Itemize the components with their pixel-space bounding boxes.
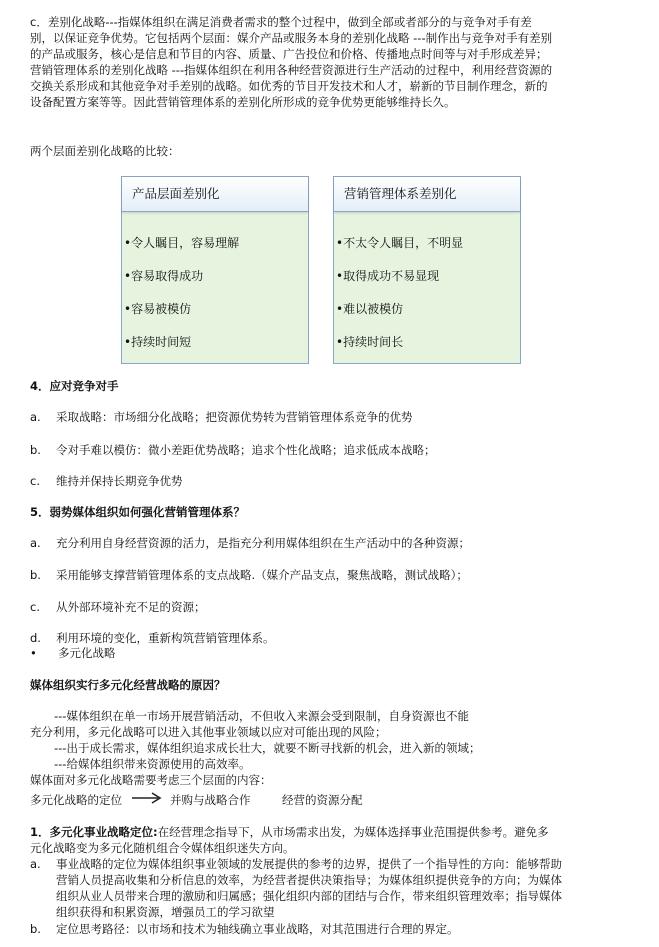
product-diff-item: •持续时间短 <box>124 335 192 349</box>
marketing-diff-item: •取得成功不易显现 <box>336 269 440 283</box>
list-item: b. 令对手难以模仿：微小差距优势战略；追求个性化战略；追求低成本战略； <box>30 443 436 457</box>
list-item: a. 采取战略：市场细分化战略；把资源优势转为营销管理体系竞争的优势 <box>30 410 413 424</box>
marketing-diff-item: •持续时间长 <box>336 335 404 349</box>
list-item: a. 充分利用自身经营资源的活力，是指充分利用媒体组织在生产活动中的各种资源； <box>30 536 470 550</box>
flow-step-positioning: 多元化战略的定位 <box>30 793 122 807</box>
list-item: c. 从外部环境补充不足的资源； <box>30 600 206 614</box>
section1-item-a-label: a. <box>30 857 41 871</box>
section1-item-a-line: 组织获得和积累资源，增强员工的学习欲望 <box>56 905 275 919</box>
flow-step-merger: 并购与战略合作 <box>170 793 251 807</box>
diversification-heading: 媒体组织实行多元化经营战略的原因？ <box>30 678 226 692</box>
section1-heading: 1．多元化事业战略定位: <box>30 825 158 839</box>
marketing-diff-header: 营销管理体系差别化 <box>334 177 520 212</box>
intro-line: 营销管理体系的差别化战略 ---指媒体组织在利用各种经营资源进行生产活动的过程中，利用经营资源的 <box>30 63 553 77</box>
section1-item-a-line: 组织从业人员带来合理的激励和归属感；强化组织内部的团结与合作，带来组织管理效率；指导媒体 <box>56 889 562 903</box>
arrow-right-icon <box>132 790 162 806</box>
section1-item-b-label: b. <box>30 922 41 936</box>
section1-item-a-line: 事业战略的定位为媒体组织事业领域的发展提供的参考的边界，提供了一个指导性的方向：能够帮助 <box>56 857 562 871</box>
product-diff-item: •容易取得成功 <box>124 269 204 283</box>
diversification-line: ---媒体组织在单一市场开展营销活动，不但收入来源会受到限制，自身资源也不能 <box>54 709 469 723</box>
diversification-line: ---给媒体组织带来资源使用的高效率。 <box>54 757 251 771</box>
section1-item-b-text: 定位思考路径：以市场和技术为轴线确立事业战略，对其范围进行合理的界定。 <box>56 922 459 936</box>
list-item: c. 维持并保持长期竞争优势 <box>30 474 183 488</box>
section1-line: 元化战略变为多元化随机组合令媒体组织迷失方向。 <box>30 841 295 855</box>
bullet-item: • 多元化战略 <box>30 646 116 660</box>
section5-heading: 5．弱势媒体组织如何强化营销管理体系？ <box>30 505 245 519</box>
list-item: d. 利用环境的变化，重新构筑营销管理体系。 <box>30 631 275 645</box>
bullet-icon: • <box>30 646 37 660</box>
comparison-title: 两个层面差别化战略的比较： <box>30 144 180 158</box>
intro-line: 的产品或服务，核心是信息和节目的内容、质量、广告投位和价格、传播地点时间等与对手形成差异； <box>30 47 548 61</box>
intro-line: 交换关系形成和其他竞争对手差别的战略。如优秀的节目开发技术和人才，崭新的节目制作理念，新的 <box>30 79 548 93</box>
intro-line: 别，以保证竞争优势。它包括两个层面：媒介产品或服务本身的差别化战略 ---制作出与竞争对手有差别 <box>30 31 553 45</box>
diversification-line: ---出于成长需求，媒体组织追求成长壮大，就要不断寻找新的机会，进入新的领域； <box>54 741 481 755</box>
section1-item-a-line: 营销人员提高收集和分析信息的效率，为经营者提供决策指导；为媒体组织提供竞争的方向；为媒体 <box>56 873 562 887</box>
marketing-diff-item: •难以被模仿 <box>336 302 404 316</box>
list-item: b. 采用能够支撑营销管理体系的支点战略.（媒介产品支点，聚焦战略，测试战略）； <box>30 568 468 582</box>
product-diff-header: 产品层面差别化 <box>122 177 308 212</box>
marketing-diff-item: •不太令人瞩目，不明显 <box>336 236 464 250</box>
product-diff-item: •令人瞩目，容易理解 <box>124 236 240 250</box>
intro-line: 设备配置方案等等。因此营销管理体系的差别化所形成的竞争优势更能够维持长久。 <box>30 95 456 109</box>
flow-step-allocation: 经营的资源分配 <box>282 793 363 807</box>
diversification-line: 充分利用，多元化战略可以进入其他事业领域以应对可能出现的风险； <box>30 725 387 739</box>
product-diff-box <box>121 176 309 364</box>
diversification-line: 媒体面对多元化战略需要考虑三个层面的内容： <box>30 773 272 787</box>
marketing-diff-box <box>333 176 521 364</box>
product-diff-item: •容易被模仿 <box>124 302 192 316</box>
intro-line: c．差别化战略---指媒体组织在满足消费者需求的整个过程中，做到全部或者部分的与竞争对手有差 <box>30 15 532 29</box>
section4-heading: 4．应对竞争对手 <box>30 379 119 393</box>
section1-heading-line: 1．多元化事业战略定位:在经营理念指导下，从市场需求出发，为媒体选择事业范围提供参考。避免多 <box>30 825 549 839</box>
